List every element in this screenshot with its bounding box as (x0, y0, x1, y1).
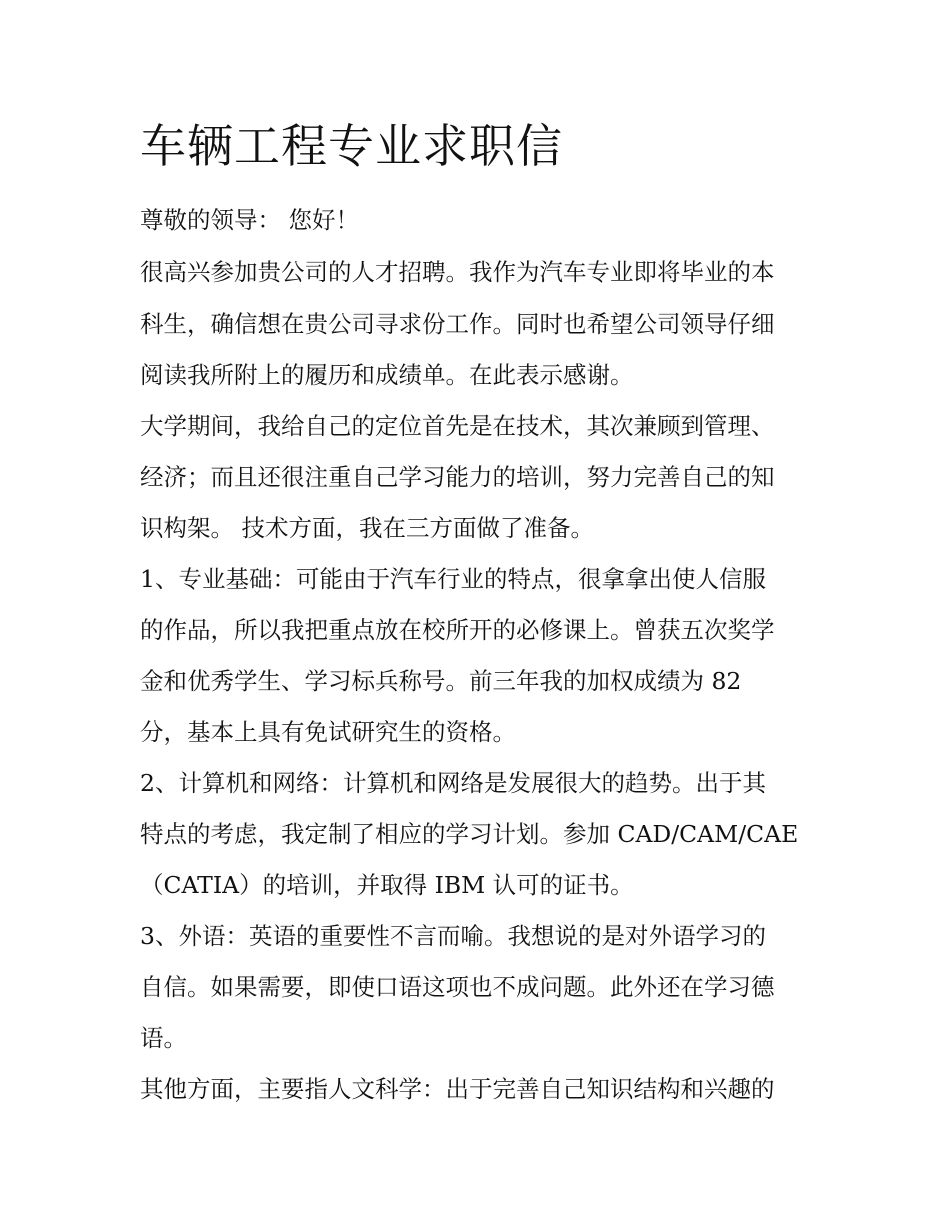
document-title: 车辆工程专业求职信 (140, 119, 563, 173)
greeting-line: 尊敬的领导： 您好！ (140, 206, 359, 234)
body-line: 大学期间，我给自己的定位首先是在技术，其次兼顾到管理、 (140, 412, 775, 440)
body-line: 特点的考虑，我定制了相应的学习计划。参加 CAD/CAM/CAE (140, 820, 799, 848)
body-line: 语。 (140, 1024, 187, 1052)
body-line: 其他方面，主要指人文科学：出于完善自己知识结构和兴趣的 (140, 1075, 775, 1103)
body-line: 阅读我所附上的履历和成绩单。在此表示感谢。 (140, 361, 634, 389)
body-line: 金和优秀学生、学习标兵称号。前三年我的加权成绩为 82 (140, 667, 742, 695)
body-line: 2、计算机和网络：计算机和网络是发展很大的趋势。出于其 (140, 769, 766, 797)
body-line: 自信。如果需要，即使口语这项也不成问题。此外还在学习德 (140, 973, 775, 1001)
body-line: 识构架。 技术方面，我在三方面做了准备。 (140, 514, 594, 542)
body-line: （CATIA）的培训，并取得 IBM 认可的证书。 (140, 871, 634, 899)
body-line: 3、外语：英语的重要性不言而喻。我想说的是对外语学习的 (140, 922, 766, 950)
body-line: 很高兴参加贵公司的人才招聘。我作为汽车专业即将毕业的本 (140, 258, 775, 286)
body-line: 经济；而且还很注重自己学习能力的培训，努力完善自己的知 (140, 463, 775, 491)
body-line: 的作品，所以我把重点放在校所开的必修课上。曾获五次奖学 (140, 616, 775, 644)
body-line: 分，基本上具有免试研究生的资格。 (140, 718, 516, 746)
body-line: 1、专业基础：可能由于汽车行业的特点，很拿拿出使人信服 (140, 565, 766, 593)
body-line: 科生，确信想在贵公司寻求份工作。同时也希望公司领导仔细 (140, 310, 775, 338)
